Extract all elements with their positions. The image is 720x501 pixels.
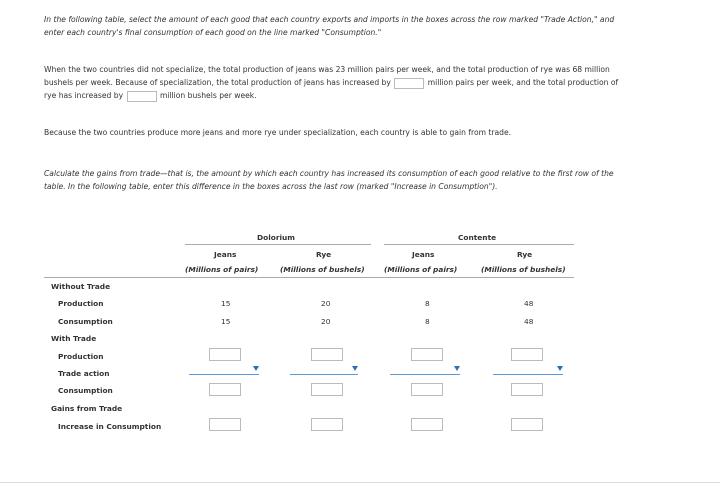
table-header-rule: [44, 277, 574, 278]
contente-rye-increase-input[interactable]: [511, 418, 543, 431]
dolorium-jeans-consumption-input[interactable]: [209, 383, 241, 396]
contente-jeans-production-input[interactable]: [411, 348, 443, 361]
contente-header-rule: [384, 244, 574, 245]
instructions-paragraph-2: [44, 63, 674, 102]
row-production-with-trade: Production: [58, 352, 104, 361]
dolorium-jeans-production-input[interactable]: [209, 348, 241, 361]
instructions-paragraph-4: [44, 167, 674, 193]
dolorium-rye-consumption-input[interactable]: [311, 383, 343, 396]
country-contente-header: Contente: [458, 233, 497, 242]
chevron-down-icon: [557, 366, 563, 371]
row-trade-action: Trade action: [58, 369, 110, 378]
instructions-paragraph-3: [44, 126, 674, 139]
contente-rye-consumption-input[interactable]: [511, 383, 543, 396]
dolorium-jeans-production: 15: [221, 299, 231, 308]
instructions-line: Calculate the gains from trade—that is, the amount by which each country has increased its consumption of each good relative to the first row of the: [44, 169, 614, 178]
dolorium-header-rule: [185, 244, 371, 245]
col-dolorium-jeans: Jeans: [214, 250, 237, 259]
dolorium-rye-production: 20: [321, 299, 331, 308]
contente-rye-production: 48: [524, 299, 534, 308]
chevron-down-icon: [352, 366, 358, 371]
rye-increase-input[interactable]: [127, 91, 157, 102]
instructions-text: million pairs per week, and the total production of: [427, 78, 619, 87]
instructions-line: In the following table, select the amount of each good that each country exports and imports in the boxes across the row marked "Trade Action," and: [44, 15, 615, 24]
bottom-divider: [0, 482, 720, 483]
contente-jeans-production: 8: [425, 299, 430, 308]
row-with-trade: With Trade: [51, 334, 97, 343]
instructions-line: [44, 76, 674, 89]
dolorium-jeans-trade-select[interactable]: [189, 364, 259, 375]
col-contente-jeans: Jeans: [412, 250, 435, 259]
row-consumption-with-trade: Consumption: [58, 386, 113, 395]
chevron-down-icon: [253, 366, 259, 371]
dolorium-rye-increase-input[interactable]: [311, 418, 343, 431]
instructions-text: bushels per week. Because of specialization, the total production of jeans has increased by: [44, 78, 391, 87]
row-gains-from-trade: Gains from Trade: [51, 404, 123, 413]
col-contente-rye: Rye: [517, 250, 533, 259]
row-increase-in-consumption: Increase in Consumption: [58, 422, 162, 431]
contente-jeans-increase-input[interactable]: [411, 418, 443, 431]
country-dolorium-header: Dolorium: [257, 233, 295, 242]
row-consumption: Consumption: [58, 317, 113, 326]
contente-jeans-trade-select[interactable]: [390, 364, 460, 375]
instructions-line: enter each country's final consumption of each good on the line marked "Consumption.": [44, 28, 382, 37]
row-without-trade: Without Trade: [51, 282, 111, 291]
row-production: Production: [58, 299, 104, 308]
instructions-line: When the two countries did not specialize, the total production of jeans was 23 million pairs per week, and the total production of rye was 68 million: [44, 65, 610, 74]
contente-rye-production-input[interactable]: [511, 348, 543, 361]
col-dolorium-rye: Rye: [316, 250, 332, 259]
dolorium-jeans-consumption: 15: [221, 317, 231, 326]
instructions-text: million bushels per week.: [159, 91, 257, 100]
instructions-line: [44, 89, 674, 102]
dolorium-rye-production-input[interactable]: [311, 348, 343, 361]
dolorium-rye-consumption: 20: [321, 317, 331, 326]
unit-contente-jeans: (Millions of pairs): [384, 265, 458, 274]
contente-rye-trade-select[interactable]: [493, 364, 563, 375]
chevron-down-icon: [454, 366, 460, 371]
instructions-line: table. In the following table, enter this difference in the boxes across the last row (marked "Increase in Consumption").: [44, 182, 498, 191]
unit-contente-rye: (Millions of bushels): [481, 265, 566, 274]
contente-rye-consumption: 48: [524, 317, 534, 326]
contente-jeans-consumption: 8: [425, 317, 430, 326]
instructions-paragraph-1: [44, 13, 674, 39]
unit-dolorium-jeans: (Millions of pairs): [185, 265, 259, 274]
instructions-text: rye has increased by: [44, 91, 124, 100]
dolorium-rye-trade-select[interactable]: [290, 364, 358, 375]
jeans-increase-input[interactable]: [394, 78, 424, 89]
unit-dolorium-rye: (Millions of bushels): [280, 265, 365, 274]
contente-jeans-consumption-input[interactable]: [411, 383, 443, 396]
instructions-line: Because the two countries produce more jeans and more rye under specialization, each country is able to gain from trade.: [44, 128, 512, 137]
dolorium-jeans-increase-input[interactable]: [209, 418, 241, 431]
